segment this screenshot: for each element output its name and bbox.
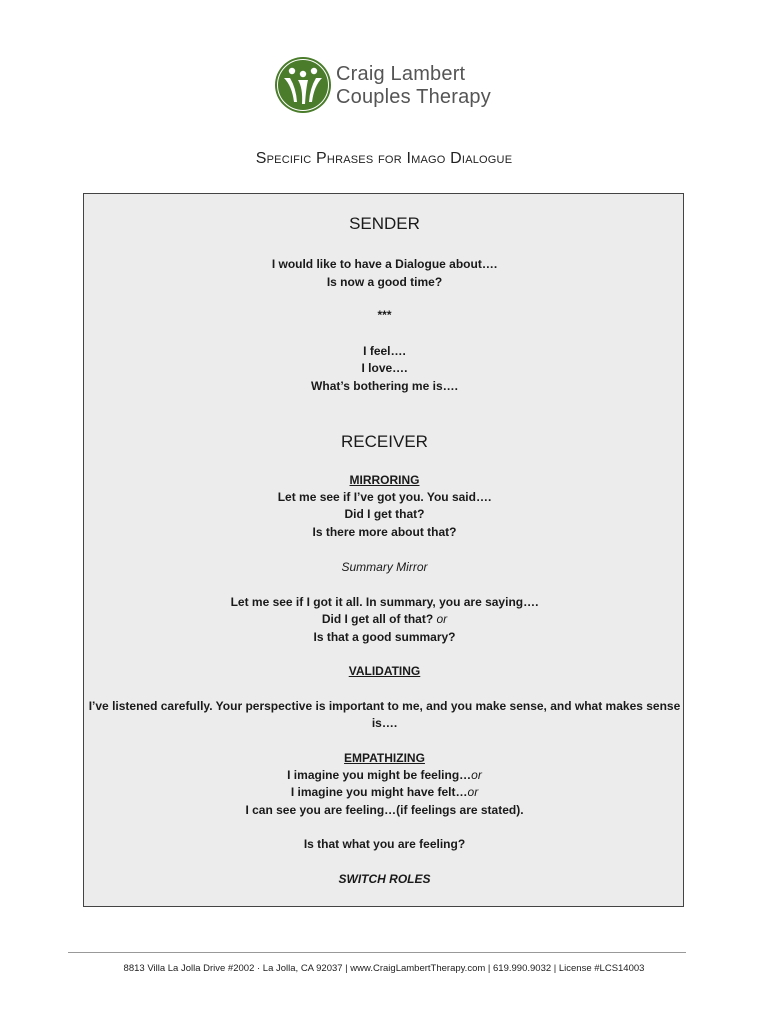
- switch-roles: SWITCH ROLES: [338, 872, 431, 886]
- logo-text: [336, 63, 491, 109]
- summary-line-2: [84, 611, 685, 627]
- sender-line-5: What’s bothering me is….: [311, 379, 458, 393]
- sender-line-2: Is now a good time?: [326, 275, 443, 289]
- summary-line-3: Is that a good summary?: [313, 630, 456, 644]
- sender-separator: ***: [377, 308, 392, 322]
- sender-line-4: I love….: [361, 361, 408, 375]
- logo-line-1: Craig Lambert: [336, 63, 466, 85]
- empathizing-or-2: or: [467, 785, 479, 799]
- footer-divider: [68, 952, 686, 953]
- logo-figures-icon: [274, 56, 332, 114]
- logo-line-2: Couples Therapy: [336, 86, 491, 108]
- validating-line-2: is….: [371, 716, 398, 730]
- sender-line-1: I would like to have a Dialogue about….: [271, 257, 498, 271]
- validating-label: VALIDATING: [348, 664, 421, 678]
- empathizing-line-4: Is that what you are feeling?: [303, 837, 466, 851]
- summary-line-1: Let me see if I got it all. In summary, you are saying….: [230, 595, 539, 609]
- empathizing-label: EMPATHIZING: [344, 751, 425, 765]
- empathizing-line-1-text: I imagine you might be feeling…: [287, 768, 472, 782]
- empathizing-line-3: I can see you are feeling…(if feelings are stated).: [245, 803, 524, 817]
- empathizing-line-2-text: I imagine you might have felt…: [290, 785, 468, 799]
- mirroring-line-2: Did I get that?: [344, 507, 425, 521]
- empathizing-line-2: [84, 784, 685, 800]
- logo: [274, 56, 514, 120]
- mirroring-label: MIRRORING: [349, 473, 420, 487]
- empathizing-line-1: [84, 767, 685, 783]
- dialogue-phrases-box: [83, 193, 684, 907]
- receiver-heading: RECEIVER: [341, 432, 428, 451]
- summary-mirror-label: Summary Mirror: [341, 560, 428, 574]
- empathizing-or-1: or: [471, 768, 482, 782]
- sender-heading: SENDER: [349, 214, 420, 233]
- summary-or: or: [436, 612, 448, 626]
- page-title: Specific Phrases for Imago Dialogue: [255, 150, 513, 167]
- summary-line-2-text: Did I get all of that?: [321, 612, 434, 626]
- footer-contact: 8813 Villa La Jolla Drive #2002 · La Jolla, CA 92037 | www.CraigLambertTherapy.com | 619.990.9032 | License #LCS14003: [123, 963, 645, 974]
- validating-line-1: I’ve listened carefully. Your perspective is important to me, and you make sense, and what makes sense: [88, 699, 681, 713]
- mirroring-line-1: Let me see if I’ve got you. You said….: [277, 490, 492, 504]
- sender-line-3: I feel….: [363, 344, 406, 358]
- mirroring-line-3: Is there more about that?: [312, 525, 457, 539]
